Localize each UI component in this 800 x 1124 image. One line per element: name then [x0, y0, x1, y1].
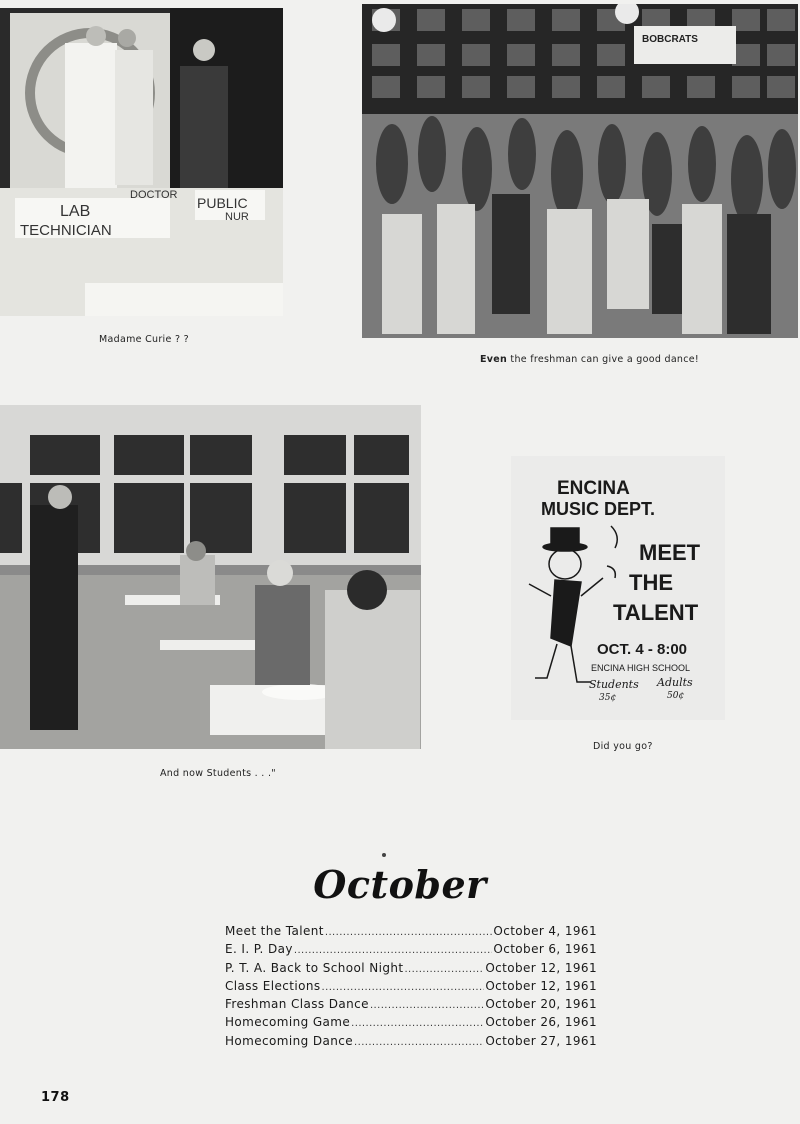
poster-line-encina: ENCINA — [557, 478, 630, 499]
caption-text: the freshman can give a good dance! — [507, 354, 700, 365]
poster-date: OCT. 4 - 8:00 — [597, 641, 688, 658]
event-name: E. I. P. Day — [225, 942, 293, 957]
event-date: October 4, 1961 — [493, 924, 597, 938]
dot-leader — [322, 982, 485, 993]
decorative-dot — [382, 853, 386, 857]
event-name: Homecoming Dance — [225, 1033, 354, 1048]
dot-leader — [404, 964, 484, 975]
page-number: 178 — [41, 1090, 70, 1105]
event-name: Class Elections — [225, 978, 321, 993]
event-date: October 12, 1961 — [485, 978, 597, 993]
photo-freshman-dance — [362, 4, 798, 338]
dot-leader — [325, 927, 492, 938]
event-list — [225, 924, 597, 1052]
poster-students: Students — [589, 678, 639, 691]
poster-venue: ENCINA HIGH SCHOOL — [591, 663, 691, 673]
poster-line-the: THE — [629, 570, 673, 595]
event-row — [225, 961, 597, 979]
event-row — [225, 979, 597, 997]
poster-adults: Adults — [657, 676, 693, 689]
event-name: P. T. A. Back to School Night — [225, 960, 404, 975]
banner-bobcrats: BOBCRATS — [642, 34, 698, 45]
event-date: October 27, 1961 — [485, 1033, 597, 1048]
sign-public: PUBLIC — [197, 195, 248, 211]
event-name: Meet the Talent — [225, 924, 324, 938]
dot-leader — [354, 1037, 484, 1048]
sign-nurse: NUR — [225, 211, 249, 223]
poster-line-meet: MEET — [639, 540, 701, 565]
caption-did-you-go: Did you go? — [593, 741, 653, 752]
sign-technician: TECHNICIAN — [20, 222, 112, 239]
poster-line-music-dept: MUSIC DEPT. — [541, 499, 656, 519]
event-row — [225, 942, 597, 960]
caption-emphasis: Even — [480, 354, 508, 365]
event-name: Freshman Class Dance — [225, 997, 369, 1012]
dot-leader — [351, 1018, 484, 1029]
poster-adults-price: 50¢ — [667, 691, 685, 701]
event-row — [225, 1034, 597, 1052]
event-name: Homecoming Game — [225, 1015, 351, 1030]
event-row — [225, 1015, 597, 1033]
photo-madame-curie — [0, 8, 283, 316]
dot-leader — [370, 1000, 484, 1011]
poster-meet-the-talent — [511, 456, 725, 720]
dot-leader — [294, 945, 492, 956]
month-title: October — [313, 862, 487, 907]
event-date: October 26, 1961 — [485, 1015, 597, 1030]
sign-doctor: DOCTOR — [130, 189, 178, 201]
event-date: October 20, 1961 — [485, 997, 597, 1012]
caption-madame-curie: Madame Curie ? ? — [99, 334, 189, 345]
event-date: October 12, 1961 — [485, 960, 597, 975]
event-row — [225, 997, 597, 1015]
poster-students-price: 35¢ — [599, 693, 617, 703]
photo-classroom — [0, 405, 421, 749]
caption-freshman-dance — [480, 354, 699, 365]
caption-classroom: And now Students . . ." — [160, 768, 276, 779]
poster-line-talent: TALENT — [613, 600, 699, 625]
event-row — [225, 924, 597, 942]
sign-lab: LAB — [60, 203, 91, 220]
event-date: October 6, 1961 — [493, 942, 597, 957]
